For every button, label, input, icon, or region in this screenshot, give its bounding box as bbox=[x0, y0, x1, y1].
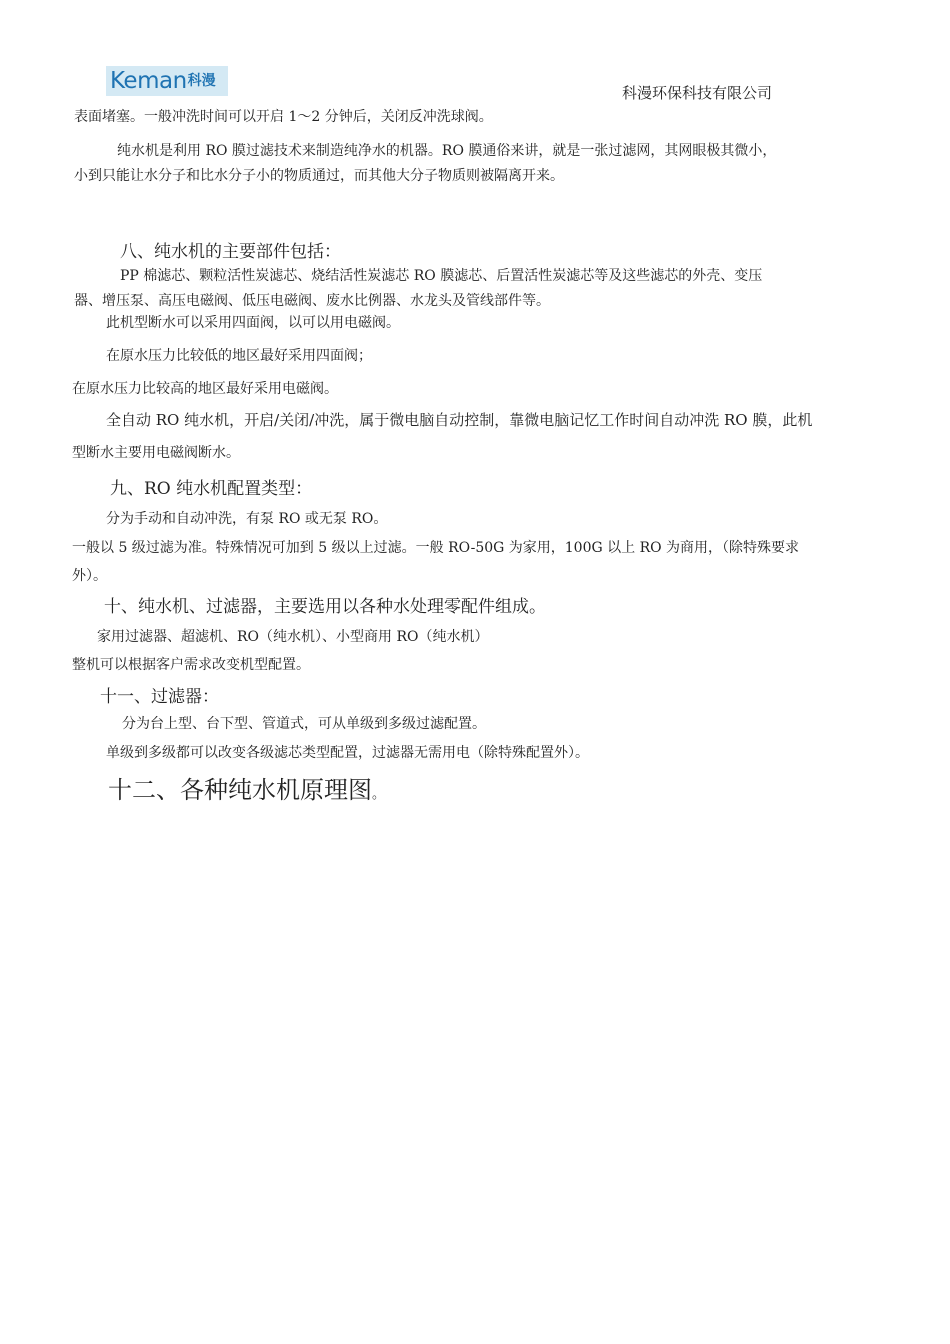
section-heading-11: 十一、过滤器： bbox=[100, 687, 219, 707]
paragraph-filter-stages-line2: 外）。 bbox=[72, 568, 107, 584]
section-heading-12-text: 十二、各种纯水机原理图 bbox=[108, 776, 372, 804]
paragraph-high-pressure: 在原水压力比较高的地区最好采用电磁阀。 bbox=[72, 381, 338, 397]
paragraph-ro-intro-line1: 纯水机是利用 RO 膜过滤技术来制造纯净水的机器。RO 膜通俗来讲，就是一张过滤网，其网眼极其微小， bbox=[117, 143, 777, 159]
paragraph-filter-power: 单级到多级都可以改变各级滤芯类型配置，过滤器无需用电（除特殊配置外）。 bbox=[106, 745, 589, 761]
paragraph-components-line2: 器、增压泵、高压电磁阀、低压电磁阀、废水比例器、水龙头及管线部件等。 bbox=[74, 293, 550, 309]
paragraph-components-line1: PP 棉滤芯、颗粒活性炭滤芯、烧结活性炭滤芯 RO 膜滤芯、后置活性炭滤芯等及这些滤芯的外壳、变压 bbox=[120, 268, 763, 284]
paragraph-flush-types: 分为手动和自动冲洗，有泵 RO 或无泵 RO。 bbox=[106, 511, 388, 527]
paragraph-ro-intro-line2: 小到只能让水分子和比水分子小的物质通过，而其他大分子物质则被隔离开来。 bbox=[74, 168, 564, 184]
paragraph-valve-option: 此机型断水可以采用四面阀，以可以用电磁阀。 bbox=[106, 315, 400, 331]
paragraph-filter-types: 分为台上型、台下型、管道式，可从单级到多级过滤配置。 bbox=[122, 716, 486, 732]
paragraph-flush-time: 表面堵塞。一般冲洗时间可以开启 1～2 分钟后，关闭反冲洗球阀。 bbox=[74, 109, 493, 125]
logo-chinese-mark: 科漫 bbox=[187, 73, 216, 89]
paragraph-auto-ro-line2: 型断水主要用电磁阀断水。 bbox=[72, 445, 240, 461]
logo-wordmark: Keman bbox=[110, 67, 187, 94]
company-name: 科漫环保科技有限公司 bbox=[622, 84, 773, 102]
paragraph-filter-stages-line1: 一般以 5 级过滤为准。特殊情况可加到 5 级以上过滤。一般 RO-50G 为家用，100G 以上 RO 为商用，（除特殊要求 bbox=[72, 540, 800, 556]
section-heading-10: 十、纯水机、过滤器，主要选用以各种水处理零配件组成。 bbox=[104, 597, 546, 617]
section-heading-12 bbox=[108, 770, 385, 805]
company-logo bbox=[106, 66, 228, 96]
section-heading-9: 九、RO 纯水机配置类型： bbox=[110, 479, 313, 499]
paragraph-low-pressure: 在原水压力比较低的地区最好采用四面阀； bbox=[106, 348, 372, 364]
paragraph-auto-ro-line1: 全自动 RO 纯水机，开启/关闭/冲洗，属于微电脑自动控制，靠微电脑记忆工作时间自动冲洗 RO 膜，此机 bbox=[106, 411, 813, 429]
paragraph-product-types: 家用过滤器、超滤机、RO（纯水机）、小型商用 RO（纯水机） bbox=[97, 629, 489, 645]
paragraph-custom-config: 整机可以根据客户需求改变机型配置。 bbox=[72, 657, 310, 673]
section-heading-8: 八、纯水机的主要部件包括： bbox=[120, 242, 341, 262]
section-heading-12-mark: 。 bbox=[372, 787, 386, 802]
